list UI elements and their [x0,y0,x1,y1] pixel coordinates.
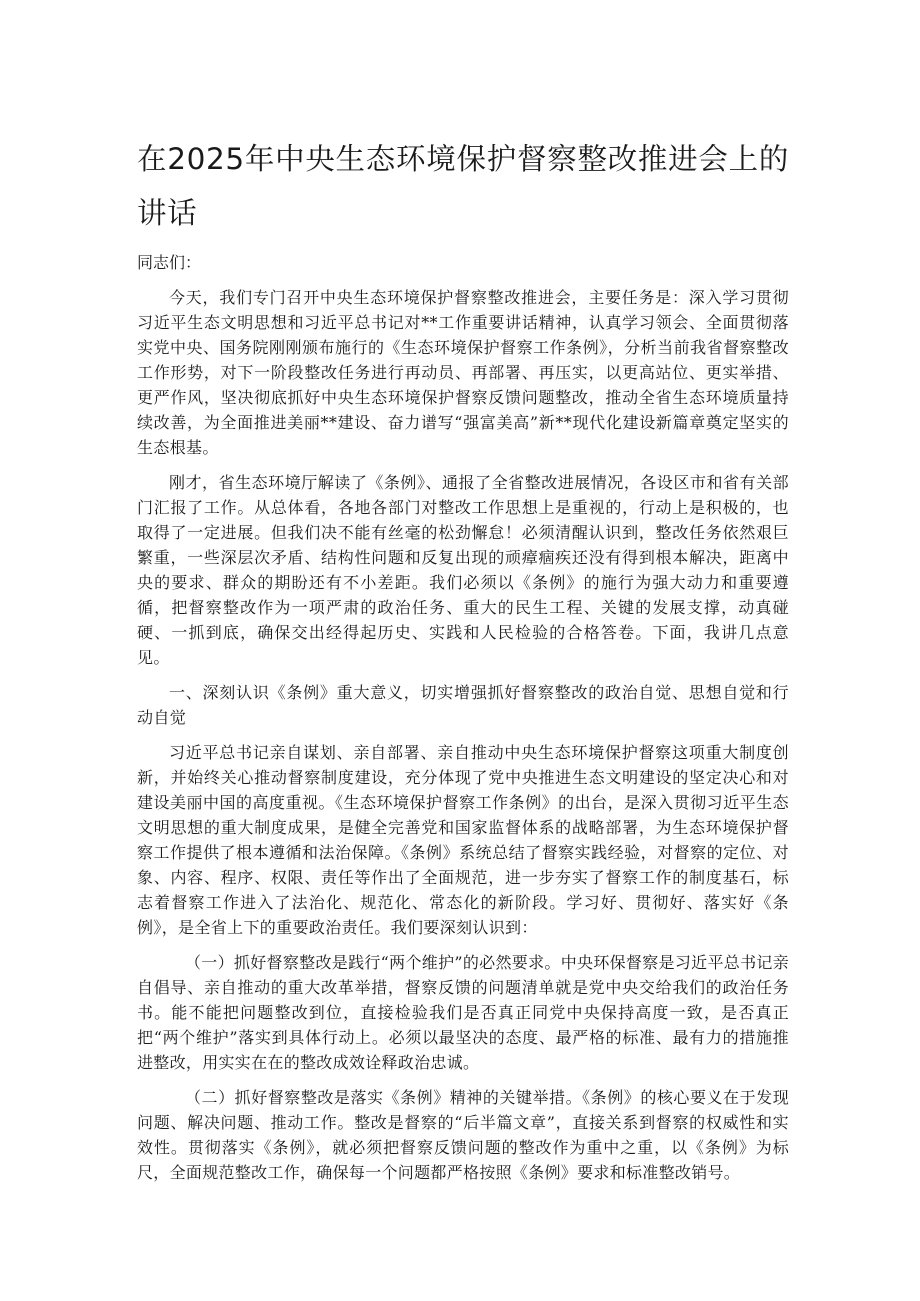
overview-paragraph: 刚才，省生态环境厅解读了《条例》、通报了全省整改进展情况，各设区市和省有关部门汇报了工作。从总体看，各地各部门对整改工作思想上是重视的，行动上是积极的，也取得了一定进展。但我们决不能有丝毫的松劲懈怠！必须清醒认识到，整改任务依然艰巨繁重，一些深层次矛盾、结构性问题和反复出现的顽瘴痼疾还没有得到根本解决，距离中央的要求、群众的期盼还有不小差距。我们必须以《条例》的施行为强大动力和重要遵循，把督察整改作为一项严肃的政治任务、重大的民生工程、关键的发展支撑，动真碰硬、一抓到底，确保交出经得起历史、实践和人民检验的合格答卷。下面，我讲几点意见。 [137,473,789,667]
opening-paragraph: 今天，我们专门召开中央生态环境保护督察整改推进会，主要任务是：深入学习贯彻习近平生态文明思想和习近平总书记对**工作重要讲话精神，认真学习领会、全面贯彻落实党中央、国务院刚刚颁布施行的《生态环境保护督察工作条例》，分析当前我省督察整改工作形势，对下一阶段整改任务进行再动员、再部署、再压实，以更高站位、更实举措、更严作风，坚决彻底抓好中央生态环境保护督察反馈问题整改，推动全省生态环境质量持续改善，为全面推进美丽**建设、奋力谱写“强富美高”新**现代化建设新篇章奠定坚实的生态根基。 [137,288,789,457]
greeting: 同志们： [137,253,202,272]
section-1-heading: 一、深刻认识《条例》重大意义，切实增强抓好督察整改的政治自觉、思想自觉和行动自觉 [137,683,789,727]
document-page [137,132,789,1195]
document-title: 在2025年中央生态环境保护督察整改推进会上的讲话 [137,142,789,230]
section-1-intro: 习近平总书记亲自谋划、亲自部署、亲自推动中央生态环境保护督察这项重大制度创新，并始终关心推动督察制度建设，充分体现了党中央推进生态文明建设的坚定决心和对建设美丽中国的高度重视。《生态环境保护督察工作条例》的出台，是深入贯彻习近平生态文明思想的重大制度成果，是健全完善党和国家监督体系的战略部署，为生态环境保护督察工作提供了根本遵循和法治保障。《条例》系统总结了督察实践经验，对督察的定位、对象、内容、程序、权限、责任等作出了全面规范，进一步夯实了督察工作的制度基石，标志着督察工作进入了法治化、规范化、常态化的新阶段。学习好、贯彻好、落实好《条例》，是全省上下的重要政治责任。我们要深刻认识到： [137,743,789,937]
section-1-point-2: （二）抓好督察整改是落实《条例》精神的关键举措。《条例》的核心要义在于发现问题、解决问题、推动工作。整改是督察的“后半篇文章”，直接关系到督察的权威性和实效性。贯彻落实《条例》，就必须把督察反馈问题的整改作为重中之重，以《条例》为标尺，全面规范整改工作，确保每一个问题都严格按照《条例》要求和标准整改销号。 [137,1088,789,1182]
section-1-point-1: （一）抓好督察整改是践行“两个维护”的必然要求。中央环保督察是习近平总书记亲自倡导、亲自推动的重大改革举措，督察反馈的问题清单就是党中央交给我们的政治任务书。能不能把问题整改到位，直接检验我们是否真正同党中央保持高度一致，是否真正把“两个维护”落实到具体行动上。必须以最坚决的态度、最严格的标准、最有力的措施推进整改，用实实在在的整改成效诠释政治忠诚。 [137,953,789,1072]
